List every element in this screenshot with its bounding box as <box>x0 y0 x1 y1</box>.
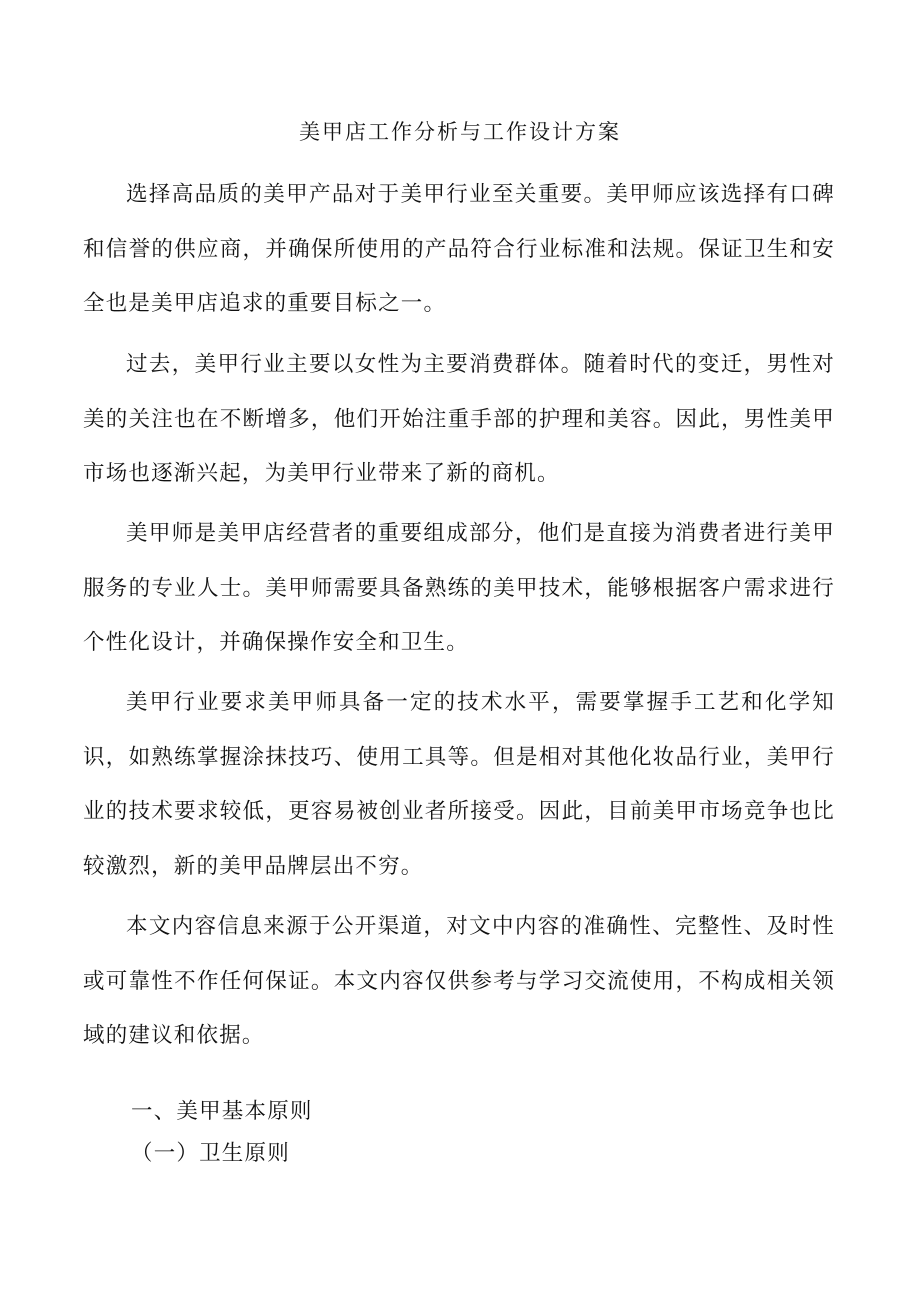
paragraph-technical-requirements: 美甲行业要求美甲师具备一定的技术水平，需要掌握手工艺和化学知识，如熟练掌握涂抹技巧、使用工具等。但是相对其他化妆品行业，美甲行业的技术要求较低，更容易被创业者所接受。因此，目前美甲市场竞争也比较激烈，新的美甲品牌层出不穷。 <box>83 690 835 879</box>
paragraph-product-quality: 选择高品质的美甲产品对于美甲行业至关重要。美甲师应该选择有口碑和信誉的供应商，并确保所使用的产品符合行业标准和法规。保证卫生和安全也是美甲店追求的重要目标之一。 <box>83 182 835 316</box>
paragraph-disclaimer: 本文内容信息来源于公开渠道，对文中内容的准确性、完整性、及时性或可靠性不作任何保证。本文内容仅供参考与学习交流使用，不构成相关领域的建议和依据。 <box>83 914 835 1048</box>
document-title: 美甲店工作分析与工作设计方案 <box>299 120 621 144</box>
subsection-heading: （一）卫生原则 <box>131 1141 290 1166</box>
section-heading: 一、美甲基本原则 <box>131 1099 313 1124</box>
paragraph-nail-technician: 美甲师是美甲店经营者的重要组成部分，他们是直接为消费者进行美甲服务的专业人士。美甲师需要具备熟练的美甲技术，能够根据客户需求进行个性化设计，并确保操作安全和卫生。 <box>83 521 835 655</box>
paragraph-male-market: 过去，美甲行业主要以女性为主要消费群体。随着时代的变迁，男性对美的关注也在不断增多，他们开始注重手部的护理和美容。因此，男性美甲市场也逐渐兴起，为美甲行业带来了新的商机。 <box>83 352 835 486</box>
